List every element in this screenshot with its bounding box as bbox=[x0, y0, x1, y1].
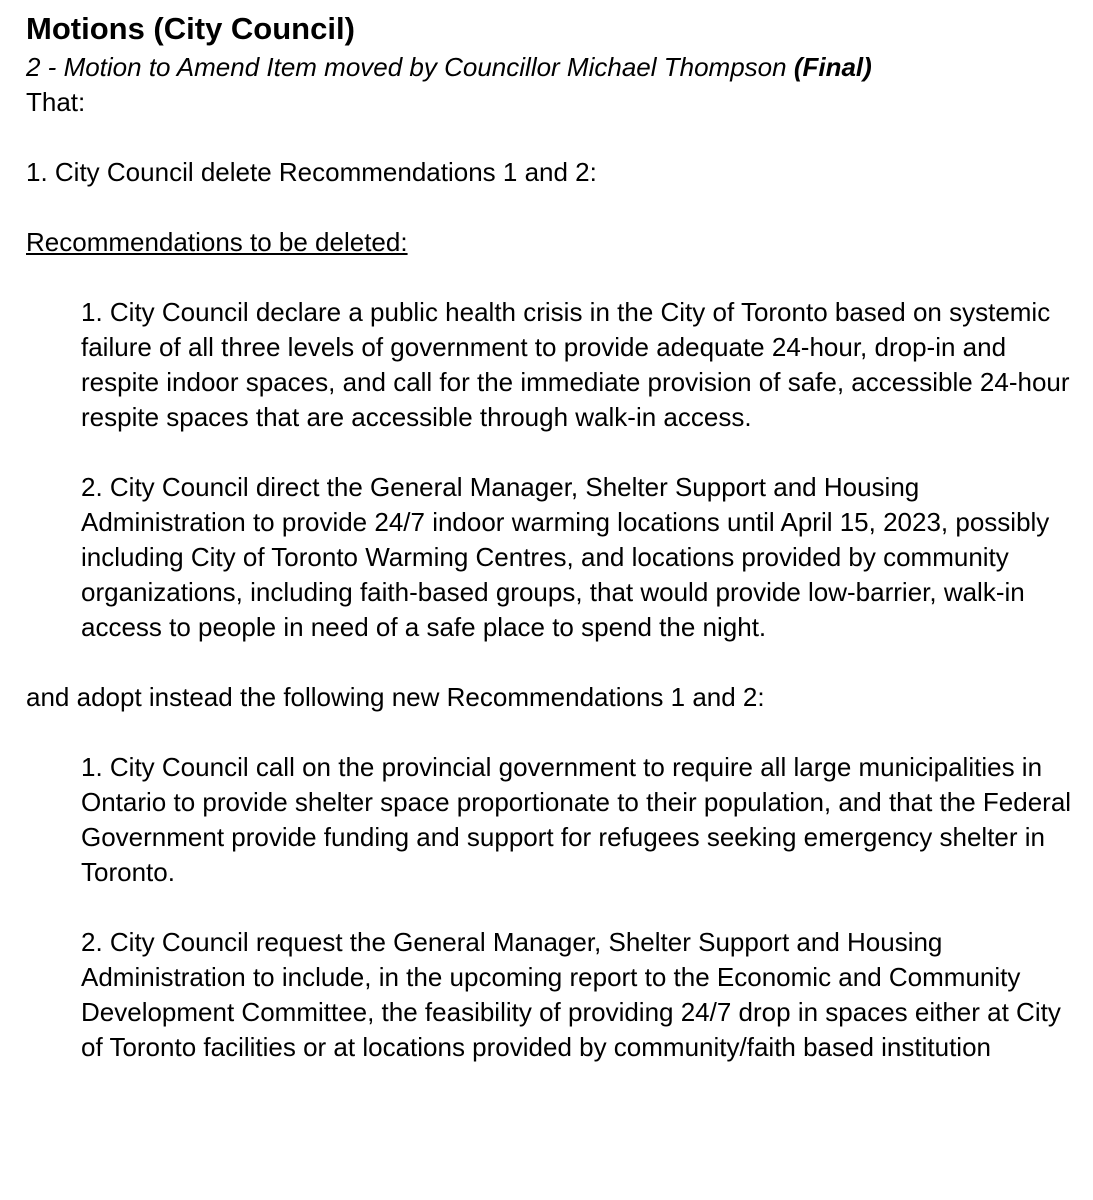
motion-subtitle-text: 2 - Motion to Amend Item moved by Councillor Michael Thompson bbox=[26, 52, 794, 82]
deleted-section-heading: Recommendations to be deleted: bbox=[26, 227, 408, 257]
spacer bbox=[26, 435, 1073, 470]
motion-intro: That: bbox=[26, 87, 86, 117]
motion-status: (Final) bbox=[793, 52, 872, 82]
spacer bbox=[26, 260, 1073, 295]
motion-subtitle bbox=[26, 50, 1073, 85]
page-title: Motions (City Council) bbox=[26, 11, 355, 46]
deleted-recommendation-1: 1. City Council declare a public health crisis in the City of Toronto based on systemic failure of all three levels of government to provide adequate 24-hour, drop-in and respite indoor spaces, and call for the immediate provision of safe, accessible 24-hour respite spaces that are accessible through walk-in access. bbox=[81, 297, 1070, 432]
spacer bbox=[26, 190, 1073, 225]
new-recommendation-1: 1. City Council call on the provincial government to require all large municipalities in Ontario to provide shelter space proportionate to their population, and that the Federal Government provide funding and support for refugees seeking emergency shelter in Toronto. bbox=[81, 752, 1072, 887]
spacer bbox=[26, 645, 1073, 680]
spacer bbox=[26, 715, 1073, 750]
delete-instruction: 1. City Council delete Recommendations 1 and 2: bbox=[26, 157, 597, 187]
spacer bbox=[26, 890, 1073, 925]
adopt-instruction: and adopt instead the following new Recommendations 1 and 2: bbox=[26, 682, 765, 712]
deleted-recommendation-2: 2. City Council direct the General Manager, Shelter Support and Housing Administration to provide 24/7 indoor warming locations until April 15, 2023, possibly including City of Toronto Warming Centres, and locations provided by community organizations, including faith-based groups, that would provide low-barrier, walk-in access to people in need of a safe place to spend the night. bbox=[81, 472, 1050, 642]
new-recommendation-2: 2. City Council request the General Manager, Shelter Support and Housing Administration to include, in the upcoming report to the Economic and Community Development Committee, the feasibility of providing 24/7 drop in spaces either at City of Toronto facilities or at locations provided by community/faith based institution bbox=[81, 927, 1061, 1062]
spacer bbox=[26, 120, 1073, 155]
